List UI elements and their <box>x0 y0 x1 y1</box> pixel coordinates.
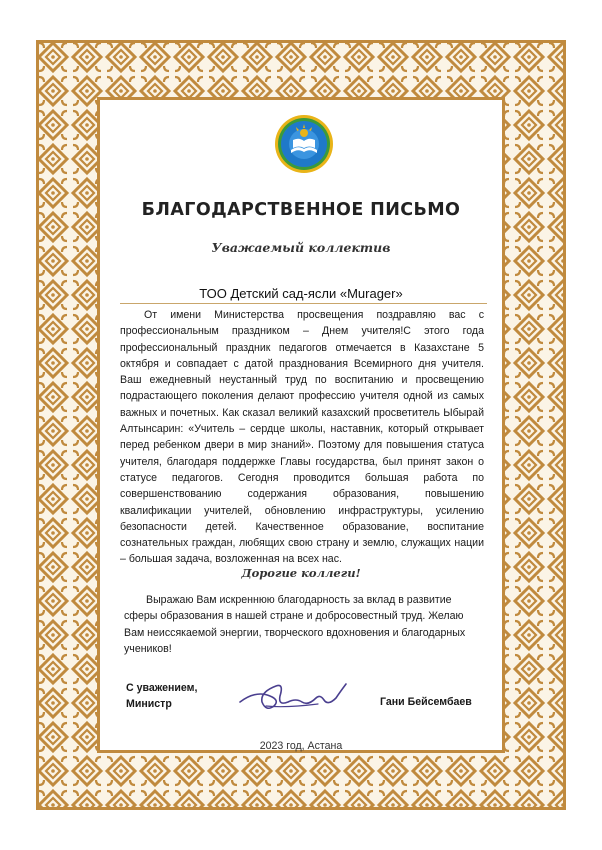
salutation: Уважаемый коллектив <box>211 240 391 255</box>
letter-body: От имени Министерства просвещения поздравляю вас с профессиональным праздником – Днем учителя!С этого года профессиональный праздник педагогов отмечается в Казахстане 5 октября и совпадает с датой празднования Всемирного дня учителя. Ваш ежедневный неустанный труд по воспитанию и просвещению подрастающего поколения делают профессию учителя одной из самых важных и почетных. Как сказал великий казахский просветитель Ыбырай Алтынсарин: «Учитель – сердце школы, наставник, который открывает перед ребенком двери в мир знаний». Поэтому для повышения статуса учителя, благодаря поддержке Главы государства, был принят закон о статусе педагогов. Сегодня проводится большая работа по совершенствованию содержания образования, повышению квалификации учителей, обновлению инфраструктуры, усилению безопасности детей. Качественное образование, воспитание сознательных граждан, любящих свою страну и землю, служащих нации – большая задача, возложенная на всех нас. <box>120 309 484 566</box>
signer-name: Гани Бейсембаев <box>380 696 472 708</box>
sign-position: Министр <box>126 698 172 710</box>
sign-respect: С уважением, <box>126 682 198 694</box>
letter-title: БЛАГОДАРСТВЕННОЕ ПИСЬМО <box>141 200 461 220</box>
recipient-name: ТОО Детский сад-ясли «Murager» <box>199 286 403 301</box>
ministry-emblem-icon <box>274 114 334 174</box>
gratitude-paragraph: Выражаю Вам искреннюю благодарность за вклад в развитие сферы образования в нашей стране и добросовестный труд. Желаю Вам неиссякаемой энергии, творческого вдохновения и благодарных учеников! <box>124 594 466 655</box>
handwritten-signature-icon <box>236 672 356 718</box>
letter-date: 2023 год, Астана <box>259 740 343 752</box>
signature-block <box>126 680 197 712</box>
colleagues-greeting: Дорогие коллеги! <box>241 566 361 580</box>
recipient-underline <box>120 303 487 304</box>
